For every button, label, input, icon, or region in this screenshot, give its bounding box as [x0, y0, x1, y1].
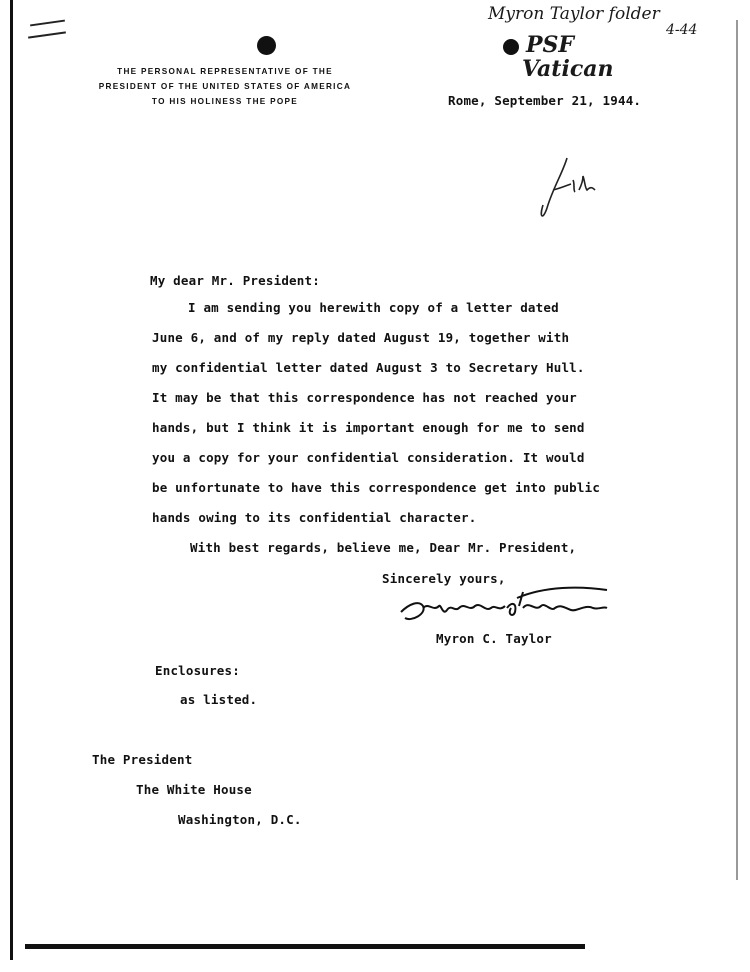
handwritten-file-mark	[535, 150, 605, 229]
handwritten-folder-note: Myron Taylor folder	[488, 4, 660, 24]
enclosures-value: as listed.	[180, 692, 258, 707]
body-line: I am sending you herewith copy of a letter dated	[188, 300, 559, 315]
body-line: It may be that this correspondence has not reached your	[152, 390, 577, 405]
body-line: June 6, and of my reply dated August 19, together with	[152, 330, 570, 345]
body-line: With best regards, believe me, Dear Mr. President,	[190, 540, 577, 555]
page-edge-bottom	[25, 944, 585, 949]
margin-mark	[30, 20, 65, 27]
enclosures-label: Enclosures:	[155, 663, 240, 678]
body-line: hands owing to its confidential character.	[152, 510, 477, 525]
handwritten-date-note: 4-44	[666, 22, 698, 38]
ink-dot	[503, 39, 519, 55]
signature	[395, 582, 615, 632]
address-line: Washington, D.C.	[178, 812, 302, 827]
margin-mark	[28, 31, 66, 38]
psf-stamp-line2: Vatican	[522, 56, 614, 82]
page-edge-right	[736, 20, 738, 880]
address-line: The President	[92, 752, 193, 767]
body-line: my confidential letter dated August 3 to Secretary Hull.	[152, 360, 585, 375]
date-line: Rome, September 21, 1944.	[448, 93, 642, 108]
letterhead-line: THE PERSONAL REPRESENTATIVE OF THE	[117, 67, 333, 76]
body-line: you a copy for your confidential consideration. It would	[152, 450, 585, 465]
letterhead-line: PRESIDENT OF THE UNITED STATES OF AMERICA	[98, 82, 352, 91]
salutation: My dear Mr. President:	[150, 273, 320, 288]
letterhead-line: TO HIS HOLINESS THE POPE	[151, 97, 299, 106]
closing: Sincerely yours,	[382, 571, 506, 586]
body-line: be unfortunate to have this correspondence get into public	[152, 480, 601, 495]
body-line: hands, but I think it is important enough for me to send	[152, 420, 585, 435]
address-line: The White House	[136, 782, 252, 797]
page-edge-left	[10, 0, 13, 960]
signature-name: Myron C. Taylor	[436, 631, 552, 646]
letterhead-seal	[257, 36, 276, 55]
letterhead	[80, 64, 370, 109]
psf-stamp-line1: PSF	[526, 32, 575, 58]
